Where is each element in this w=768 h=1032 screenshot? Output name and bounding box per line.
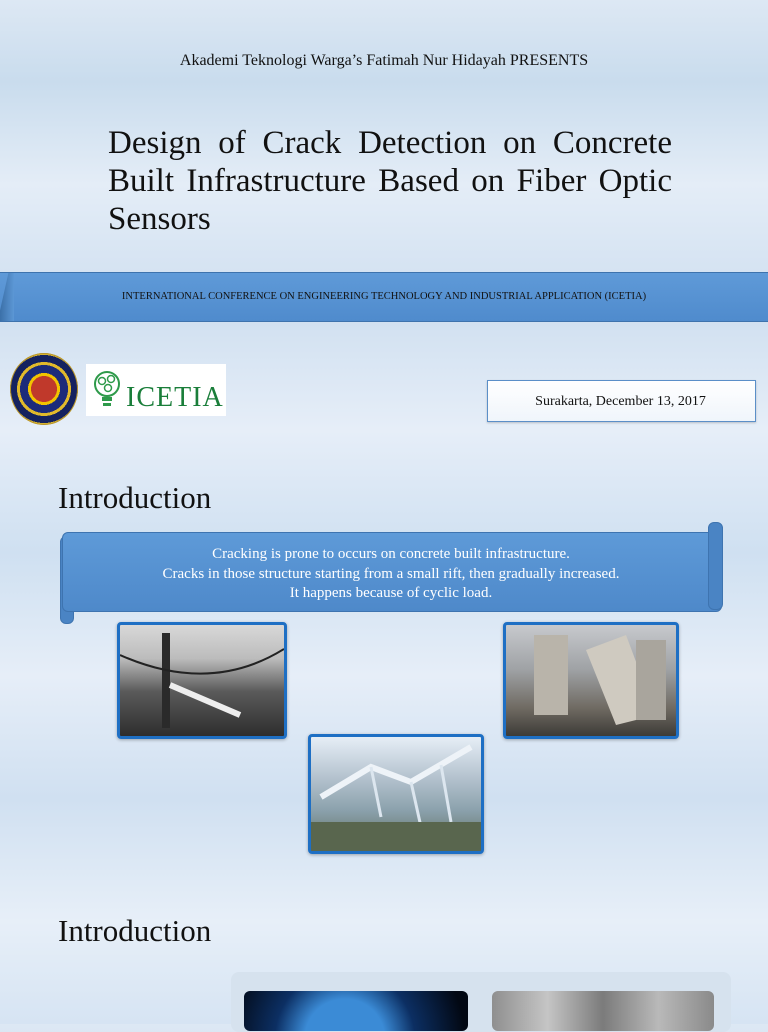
intro-line: Cracks in those structure starting from a small rift, then gradually increased.	[162, 565, 620, 582]
intro-line: Cracking is prone to occurs on concrete built infrastructure.	[212, 546, 570, 562]
concrete-blocks-photo	[492, 991, 714, 1031]
section-heading: Introduction	[58, 480, 212, 515]
event-date: Surakarta, December 13, 2017	[535, 394, 706, 409]
truss-drawing	[311, 737, 481, 851]
collapsed-building-photo	[503, 622, 679, 739]
collapsed-truss-bridge-photo	[308, 734, 484, 854]
page-title: Design of Crack Detection on Concrete Built Infrastructure Based on Fiber Optic Sensors	[108, 125, 672, 237]
intro-scroll-text	[80, 545, 702, 604]
presenter-line: Akademi Teknologi Warga’s Fatimah Nur Hidayah PRESENTS	[179, 52, 589, 69]
section-heading: Introduction	[58, 913, 212, 948]
earth-photo	[244, 991, 468, 1031]
bridge-drawing	[120, 625, 284, 736]
collapsed-bridge-photo	[117, 622, 287, 739]
building-drawing	[506, 625, 676, 736]
institution-seal-logo	[10, 353, 78, 425]
conference-name: INTERNATIONAL CONFERENCE ON ENGINEERING TECHNOLOGY AND INDUSTRIAL APPLICATION (ICETIA)	[121, 291, 647, 302]
icetia-logo-text: ICETIA	[126, 382, 224, 413]
lightbulb-icon	[92, 369, 122, 411]
scroll-curl-right	[708, 522, 723, 610]
intro-line: It happens because of cyclic load.	[289, 585, 493, 601]
